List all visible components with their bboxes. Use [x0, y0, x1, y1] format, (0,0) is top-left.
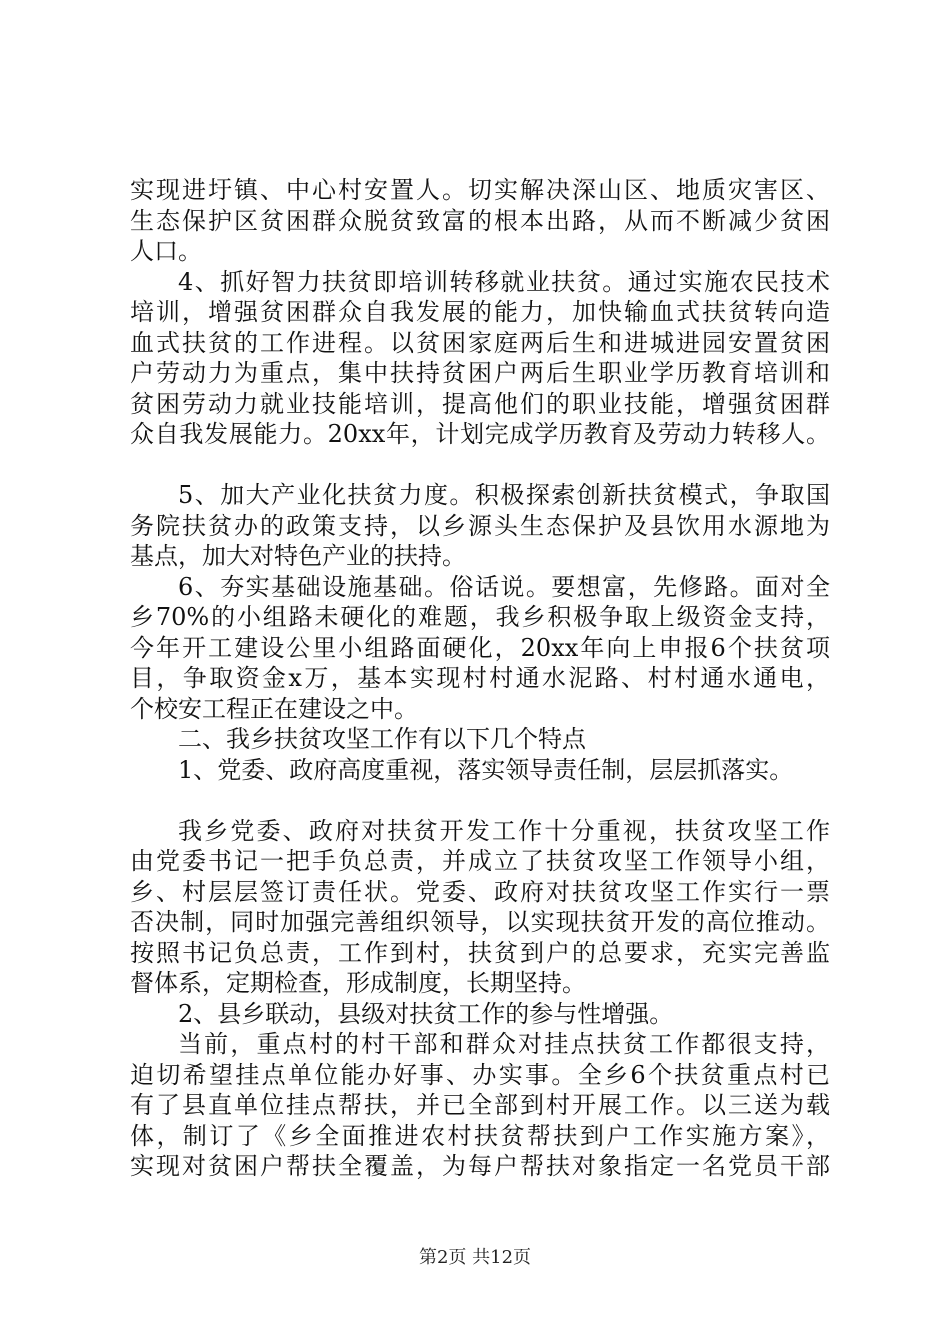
paragraph-gap [130, 785, 830, 816]
text-line: 由党委书记一把手负总责，并成立了扶贫攻坚工作领导小组， [130, 847, 830, 875]
text-line: 目，争取资金x万，基本实现村村通水泥路、村村通水通电， [130, 664, 830, 692]
text-line: 我乡党委、政府对扶贫开发工作十分重视，扶贫攻坚工作 [178, 816, 830, 845]
text-line: 体，制订了《乡全面推进农村扶贫帮扶到户工作实施方案》， [130, 1121, 830, 1150]
text-line: 培训，增强贫困群众自我发展的能力，加快输血式扶贫转向造 [130, 298, 830, 326]
text-line: 2、县乡联动，县级对扶贫工作的参与性增强。 [178, 999, 674, 1028]
document-body [130, 175, 830, 1182]
text-line: 有了县直单位挂点帮扶，并已全部到村开展工作。以三送为载 [130, 1091, 830, 1119]
text-line: 贫困劳动力就业技能培训，提高他们的职业技能，增强贫困群 [130, 389, 830, 418]
text-line: 实现进圩镇、中心村安置人。切实解决深山区、地质灾害区、 [130, 176, 830, 204]
text-line: 今年开工建设公里小组路面硬化，20xx年向上申报6个扶贫项 [130, 633, 830, 662]
text-line: 4、抓好智力扶贫即培训转移就业扶贫。通过实施农民技术 [178, 267, 830, 296]
text-line: 户劳动力为重点，集中扶持贫困户两后生职业学历教育培训和 [130, 359, 830, 387]
text-line: 督体系，定期检查，形成制度，长期坚持。 [130, 969, 586, 997]
page-footer: 第2页 共12页 [418, 1247, 532, 1268]
text-line: 人口。 [130, 237, 202, 265]
paragraph-gap [130, 450, 830, 481]
text-line: 乡、村层层签订责任状。党委、政府对扶贫攻坚工作实行一票 [130, 877, 830, 906]
text-line: 血式扶贫的工作进程。以贫困家庭两后生和进城进园安置贫困 [130, 328, 830, 357]
text-line: 生态保护区贫困群众脱贫致富的根本出路，从而不断减少贫困 [130, 206, 830, 235]
text-line: 乡70%的小组路未硬化的难题，我乡积极争取上级资金支持， [130, 603, 830, 631]
text-line: 迫切希望挂点单位能办好事、办实事。全乡6个扶贫重点村已 [130, 1060, 830, 1089]
text-line: 否决制，同时加强完善组织领导，以实现扶贫开发的高位推动。 [130, 908, 830, 936]
text-line: 5、加大产业化扶贫力度。积极探索创新扶贫模式，争取国 [178, 481, 830, 509]
section-heading: 二、我乡扶贫攻坚工作有以下几个特点 [178, 725, 586, 753]
text-line: 1、党委、政府高度重视，落实领导责任制，层层抓落实。 [178, 755, 794, 784]
text-line: 众自我发展能力。20xx年，计划完成学历教育及劳动力转移人。 [130, 420, 830, 448]
text-line: 个校安工程正在建设之中。 [130, 694, 418, 723]
text-line: 按照书记负总责，工作到村，扶贫到户的总要求，充实完善监 [130, 938, 830, 967]
text-line: 务院扶贫办的政策支持，以乡源头生态保护及县饮用水源地为 [130, 511, 830, 540]
text-line: 6、夯实基础设施基础。俗话说。要想富，先修路。面对全 [178, 572, 830, 601]
text-line: 实现对贫困户帮扶全覆盖，为每户帮扶对象指定一名党员干部 [130, 1152, 830, 1180]
text-line: 基点，加大对特色产业的扶持。 [130, 542, 466, 570]
text-line: 当前，重点村的村干部和群众对挂点扶贫工作都很支持， [178, 1030, 830, 1058]
